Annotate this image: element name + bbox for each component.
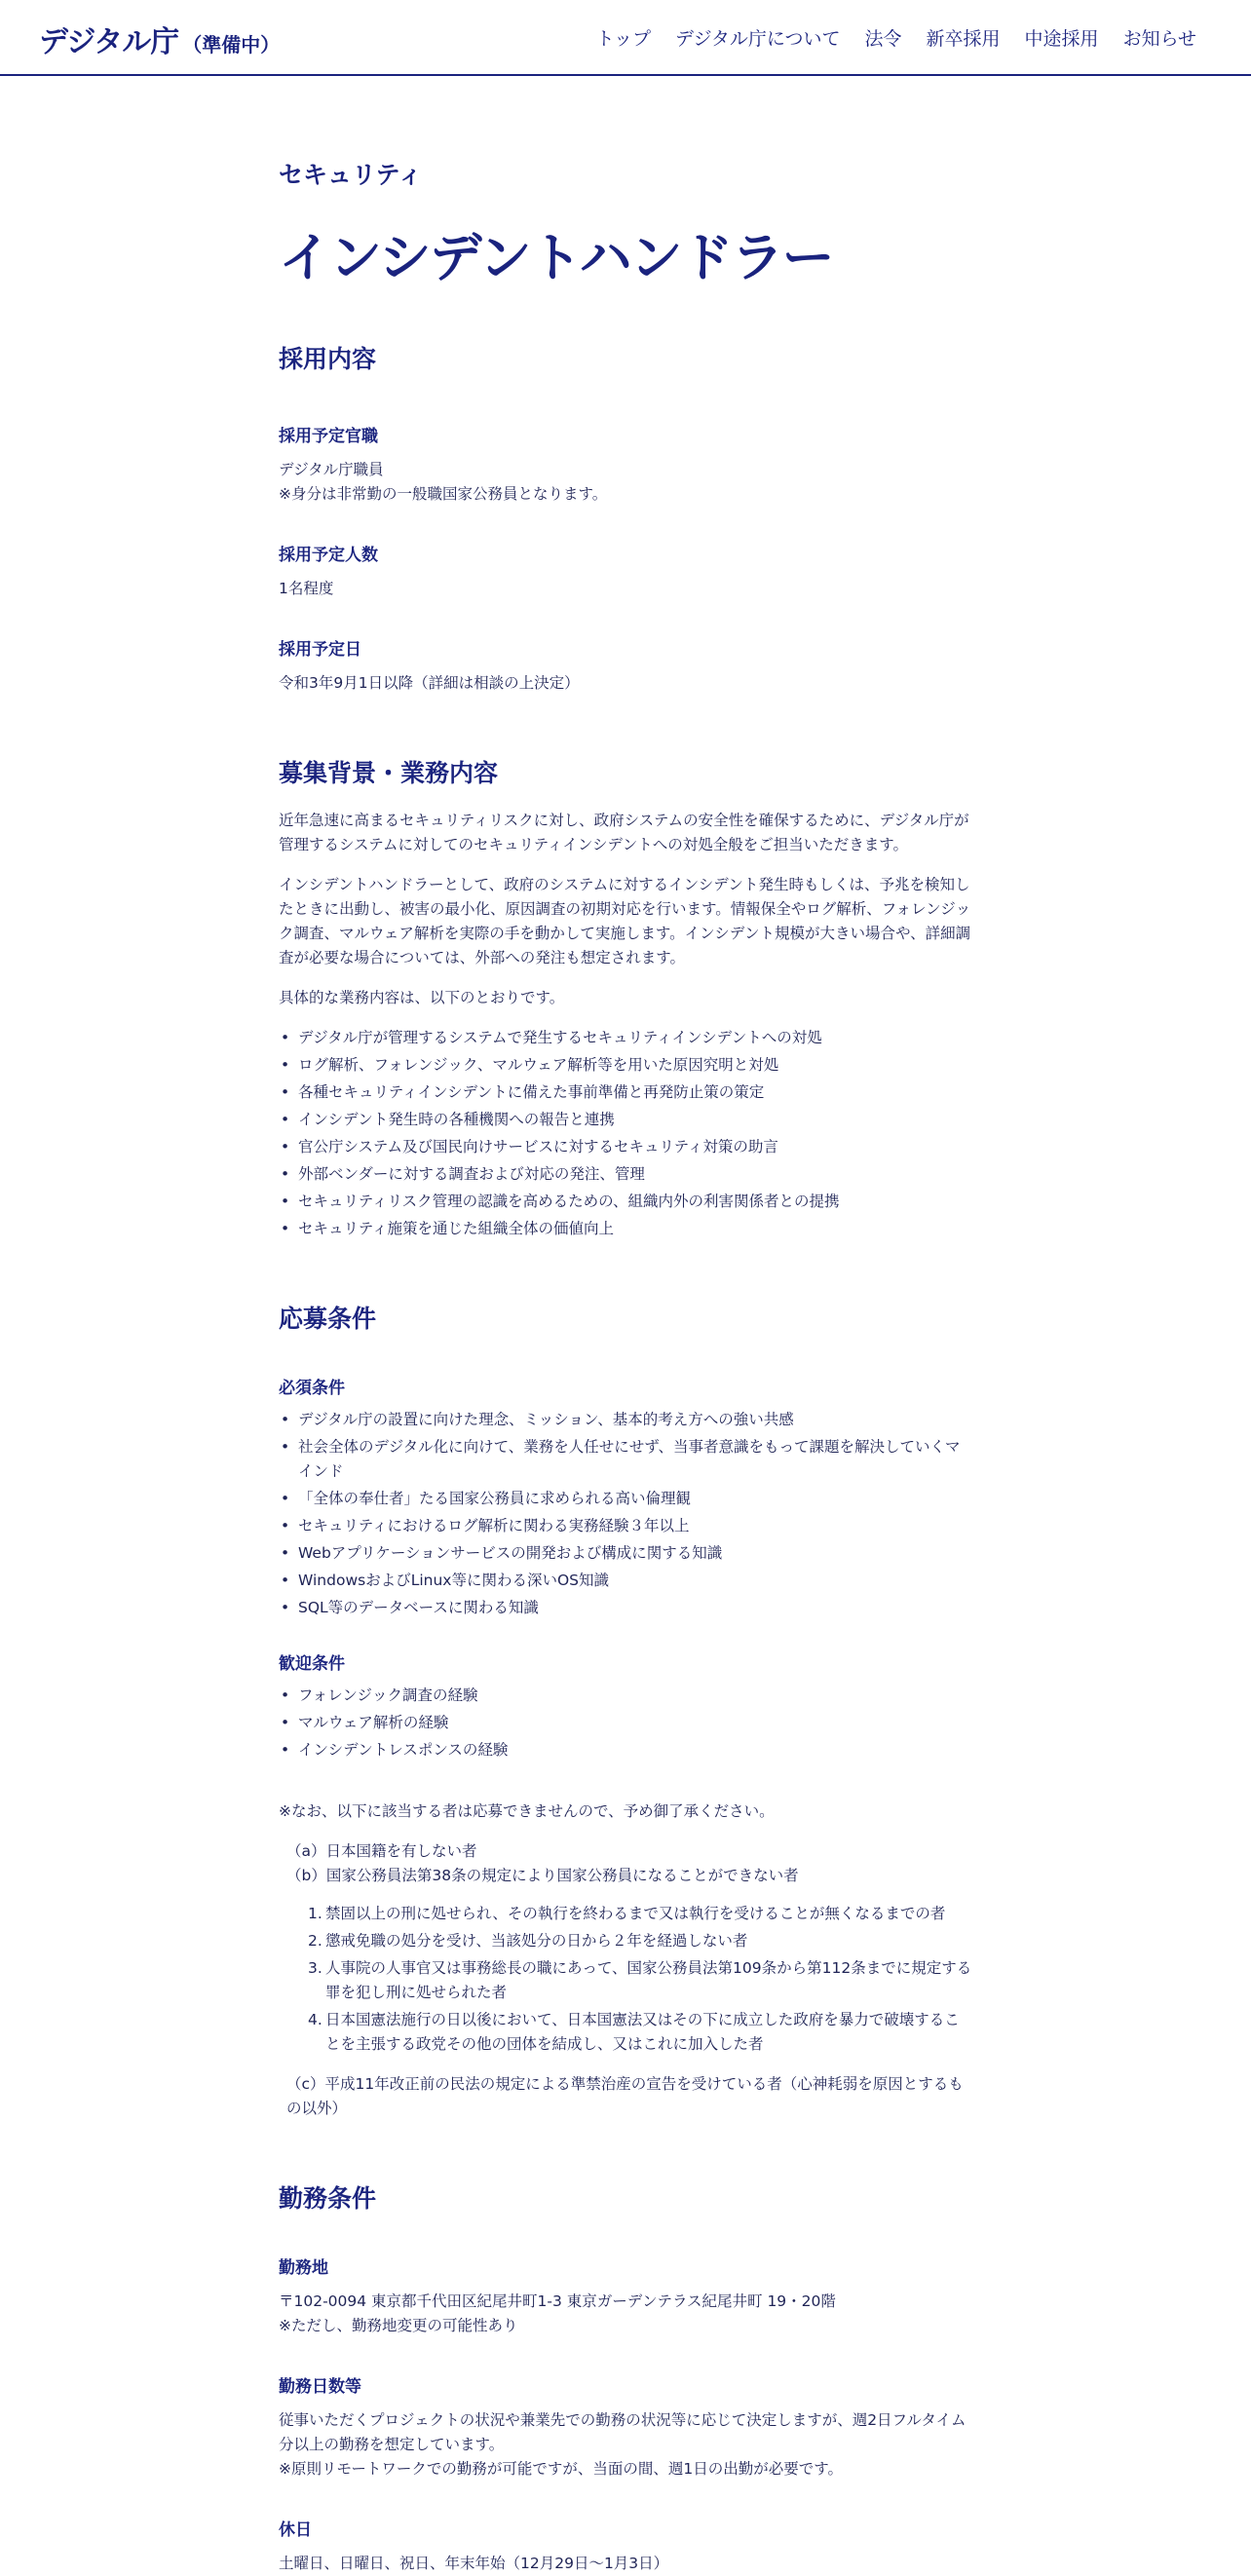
section-heading: 募集背景・業務内容: [279, 759, 499, 787]
paragraph: 具体的な業務内容は、以下のとおりです。: [279, 989, 565, 1006]
background-section: [279, 754, 972, 1241]
list-item: 1. 禁固以上の刑に処せられ、その執行を終わるまで又は執行を受けることが無くなるまでの者: [308, 1905, 946, 1922]
list-item: • フォレンジック調査の経験: [279, 1684, 972, 1708]
list-item: • 社会全体のデジタル化に向けて、業務を人任せにせず、当事者意識をもって課題を解決していくマインド: [279, 1435, 972, 1484]
nav-laws[interactable]: 法令: [864, 28, 902, 50]
list-item: • 官公庁システム及び国民向けサービスに対するセキュリティ対策の助言: [279, 1135, 972, 1159]
list-item: • WindowsおよびLinux等に関わる深いOS知識: [279, 1569, 972, 1593]
welcome-list: [279, 1684, 972, 1762]
paragraph: 近年急速に高まるセキュリティリスクに対し、政府システムの安全性を確保するために、デジタル庁が管理するシステムに対してのセキュリティインシデントへの対処全般をご担当いただきます。: [279, 812, 969, 853]
nav-new-grad[interactable]: 新卒採用: [926, 28, 1001, 50]
list-item: 3. 人事院の人事官又は事務総長の職にあって、国家公務員法第109条から第112条までに規定する罪を犯し刑に処せられた者: [308, 1959, 972, 2001]
main-content: [279, 156, 972, 2576]
list-item: • 外部ベンダーに対する調査および対応の発注、管理: [279, 1162, 972, 1187]
list-item: • SQL等のデータベースに関わる知識: [279, 1596, 972, 1620]
field-label: 採用予定官職: [279, 427, 378, 446]
duty-list: [279, 1026, 972, 1241]
list-item: • セキュリティ施策を通じた組織全体の価値向上: [279, 1217, 972, 1241]
list-item: • 各種セキュリティインシデントに備えた事前準備と再発防止策の策定: [279, 1080, 972, 1105]
job-category: セキュリティ: [279, 161, 423, 189]
global-nav: [596, 24, 1196, 51]
field-value: 土曜日、日曜日、祝日、年末年始（12月29日〜1月3日）: [279, 2555, 669, 2572]
list-item: • デジタル庁が管理するシステムで発生するセキュリティインシデントへの対処: [279, 1026, 972, 1050]
list-item: • インシデント発生時の各種機関への報告と連携: [279, 1108, 972, 1132]
nav-news[interactable]: お知らせ: [1122, 28, 1196, 50]
nav-top[interactable]: トップ: [595, 28, 652, 50]
disqualification-b: （b）国家公務員法第38条の規定により国家公務員になることができない者: [286, 1867, 799, 1884]
list-item: • Webアプリケーションサービスの開発および構成に関する知識: [279, 1541, 972, 1566]
nav-about[interactable]: デジタル庁について: [675, 28, 841, 50]
field-value: 従事いただくプロジェクトの状況や兼業先での勤務の状況等に応じて決定しますが、週2日フルタイム分以上の勤務を想定しています。 ※原則リモートワークでの勤務が可能ですが、当面の間、週1日の出勤が必要です。: [279, 2411, 967, 2478]
required-list: [279, 1408, 972, 1620]
field-label: 勤務地: [279, 2258, 328, 2278]
disqualification-c: （c）平成11年改正前の民法の規定による準禁治産の宣告を受けている者（心神耗弱を原因とするもの以外）: [286, 2075, 964, 2117]
list-item: • 「全体の奉仕者」たる国家公務員に求められる高い倫理観: [279, 1487, 972, 1511]
site-logo[interactable]: [39, 18, 280, 60]
field-label: 採用予定人数: [279, 546, 378, 565]
list-item: 2. 懲戒免職の処分を受け、当該処分の日から２年を経過しない者: [308, 1932, 748, 1950]
logo-sub: （準備中）: [182, 33, 281, 57]
page-title: インシデントハンドラー: [279, 227, 833, 288]
welcome-label: 歓迎条件: [279, 1654, 345, 1674]
recruit-section: [279, 340, 972, 696]
field-label: 休日: [279, 2520, 312, 2540]
list-item: 4. 日本国憲法施行の日以後において、日本国憲法又はその下に成立した政府を暴力で破壊することを主張する政党その他の団体を結成し、又はこれに加入した者: [308, 2011, 960, 2053]
list-item: • デジタル庁の設置に向けた理念、ミッション、基本的考え方への強い共感: [279, 1408, 972, 1432]
required-label: 必須条件: [279, 1379, 345, 1398]
logo-text: デジタル庁: [39, 25, 179, 59]
paragraph: インシデントハンドラーとして、政府のシステムに対するインシデント発生時もしくは、予兆を検知したときに出動し、被害の最小化、原因調査の初期対応を行います。情報保全やログ解析、フォレンジック調査、マルウェア解析を実際の手を動かして実施します。インシデント規模が大きい場合や、詳細調査が必要な場合については、外部への発注も想定されます。: [279, 876, 971, 966]
field-label: 勤務日数等: [279, 2377, 361, 2397]
field-value: 1名程度: [279, 580, 334, 597]
disqualification-note: ※なお、以下に該当する者は応募できませんので、予め御了承ください。: [279, 1802, 775, 1820]
requirements-section: [279, 1300, 972, 2121]
list-item: • ログ解析、フォレンジック、マルウェア解析等を用いた原因究明と対処: [279, 1053, 972, 1078]
section-heading: 採用内容: [279, 345, 377, 373]
disqualification-a: （a）日本国籍を有しない者: [286, 1842, 477, 1860]
conditions-section: [279, 2179, 972, 2576]
nav-mid-career[interactable]: 中途採用: [1024, 28, 1099, 50]
list-item: • セキュリティリスク管理の認識を高めるための、組織内外の利害関係者との提携: [279, 1190, 972, 1214]
section-heading: 応募条件: [279, 1305, 377, 1333]
list-item: • セキュリティにおけるログ解析に関わる実務経験３年以上: [279, 1514, 972, 1538]
field-value: 令和3年9月1日以降（詳細は相談の上決定）: [279, 674, 580, 692]
field-value: 〒102-0094 東京都千代田区紀尾井町1-3 東京ガーデンテラス紀尾井町 19・20階 ※ただし、勤務地変更の可能性あり: [279, 2292, 836, 2334]
list-item: • インシデントレスポンスの経験: [279, 1738, 972, 1762]
disqualification-b-list: [279, 1902, 972, 2057]
field-value: デジタル庁職員 ※身分は非常勤の一般職国家公務員となります。: [279, 461, 608, 503]
field-label: 採用予定日: [279, 640, 361, 660]
list-item: • マルウェア解析の経験: [279, 1711, 972, 1735]
section-heading: 勤務条件: [279, 2184, 377, 2213]
site-header: [0, 0, 1251, 76]
